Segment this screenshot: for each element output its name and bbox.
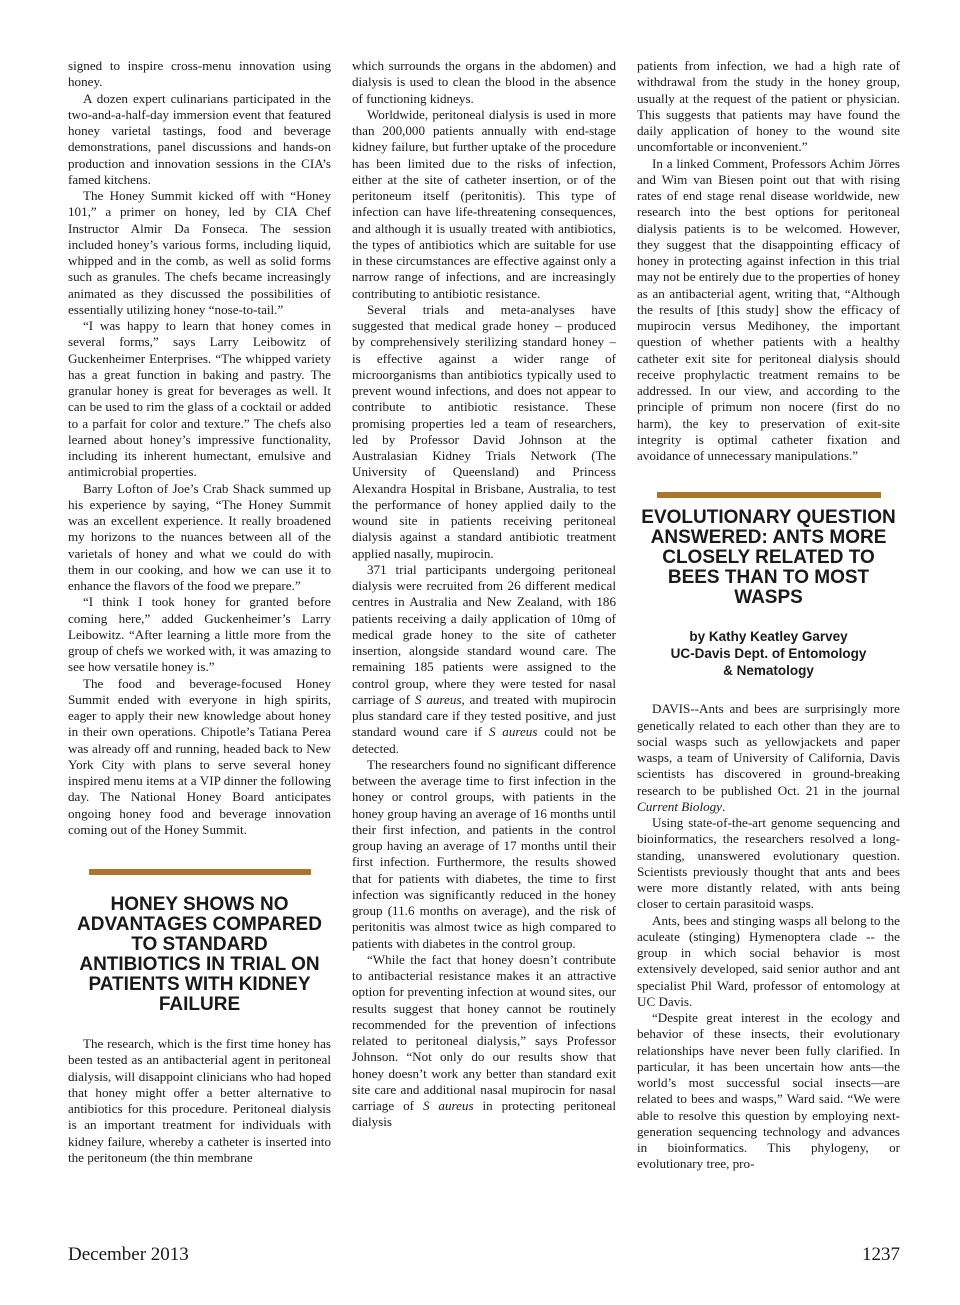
paragraph: “I was happy to learn that honey comes in several forms,” says Larry Leibowitz of Guckenheimer Enterprises. “The whipped variety has a great function in baking and pastry. The granular honey is great for beverages as well. It can be used to rim the glass of a cocktail or added to a parfait for color and texture.” The chefs also learned about honey’s impressive functionality, including its inherent humectant, emulsive and antimicrobial properties. (68, 318, 331, 480)
species-name: S aureus (422, 1098, 474, 1113)
journal-name: Current Biology (637, 798, 722, 814)
text: in protecting peritoneal dialysis (352, 1098, 616, 1130)
text: DAVIS--Ants and bees are surprisingly more genetically related to each other than they are to social wasps such as yellowjackets and paper wasps, a team of University of California, Davis scientists has discovered in ground-breaking research to be published Oct. 21 in the journal (637, 701, 900, 798)
text: . (721, 798, 726, 814)
article-headline: EVOLUTIONARY QUESTION ANSWERED: ANTS MORE CLOSELY RELATED TO BEES THAN TO MOST WASPS (641, 507, 896, 609)
paragraph: A dozen expert culinarians participated in the two-and-a-half-day immersion event that featured honey varietal tastings, food and beverage demonstrations, panel discussions and hands-on production and innovation sessions in the CIA’s famed kitchens. (68, 90, 331, 187)
paragraph: In a linked Comment, Professors Achim Jörres and Wim van Biesen point out that with rising rates of end stage renal disease worldwide, new research into the best options for peritoneal dialysis patients is to be welcomed. However, they suggest that the disappointing efficacy of honey in protecting against infection in this trial may not be entirely due to the properties of honey as an antibacterial agent, writing that, “Although the results of [this study] show the efficacy of mupirocin versus Medihoney, the important question of whether patients with a healthy catheter exit site for peritoneal dialysis should receive prophylactic treatment remains to be addressed. In our view, and according to the principle of primum non nocere (first do no harm), the key to preservation of exit-site integrity is optimal catheter fixation and avoidance of unnecessary manipulations.” (637, 155, 900, 463)
paragraph (637, 701, 900, 815)
paragraph: The research, which is the first time honey has been tested as an antibacterial agent in peritoneal dialysis, will disappoint clinicians who had hoped that honey might offer a better alternative to antibiotics for this procedure. Peritoneal dialysis is an important treatment for individuals with kidney failure, whereby a catheter is inserted into the peritoneum (the thin membrane (68, 1036, 331, 1165)
species-name: S aureus (488, 724, 538, 740)
paragraph: Using state-of-the-art genome sequencing and bioinformatics, the researchers resolved a long-standing, unanswered evolutionary question. Scientists previously thought that ants and bees were more distantly related, with ants being closer to certain parasitoid wasps. (637, 815, 900, 912)
column-3 (637, 58, 900, 1173)
paragraph (352, 952, 616, 1131)
paragraph: The Honey Summit kicked off with “Honey 101,” a primer on honey, led by CIA Chef Instructor Almir Da Fonseca. The session included honey’s various forms, including liquid, whipped and in the comb, as well as solid forms such as granules. The chefs became increasingly animated as they discussed the possibilities of essentially utilizing honey “nose-to-tail.” (68, 188, 331, 317)
paragraph: Worldwide, peritoneal dialysis is used in more than 200,000 patients annually with end-stage kidney failure, but further uptake of the procedure has been limited due to the risks of infection, either at the site of catheter insertion, or of the peritoneum itself (peritonitis). This type of infection can have life-threatening consequences, and although it is usually treated with antibiotics, the types of antibiotics which are suitable for use in these circumstances are effective against only a narrow range of infections, and are increasingly contributing to antibiotic resistance. (352, 106, 616, 301)
paragraph: “I think I took honey for granted before coming here,” added Guckenheimer’s Larry Leibowitz. “After learning a little more from the group of chefs we worked with, it was amazing to see how versatile honey is.” (68, 594, 331, 675)
paragraph: The researchers found no significant difference between the average time to first infection in the honey or control groups, with patients in the honey group having an average of 16 months until their first infection, and patients in the control group having an average of 17 months until their first infection. Furthermore, the results showed that for patients with diabetes, the time to first infection was significantly reduced in the honey group (11.6 months on average), and the risk of peritonitis was almost twice as high compared to patients with diabetes in the control group. (352, 756, 616, 951)
page-number: 1237 (862, 1244, 900, 1265)
byline-author: by Kathy Keatley Garvey (689, 629, 848, 645)
column-1 (68, 58, 331, 1166)
byline-affiliation: UC-Davis Dept. of Entomology (670, 646, 867, 662)
text: could not be detected. (352, 724, 616, 756)
text: , and treated with mupirocin plus standard care if they tested positive, and just standard wound care if (352, 691, 616, 740)
text: “While the fact that honey doesn’t contribute to antibacterial resistance makes it an attractive option for preventing infection at wound sites, our results suggest that honey cannot be routinely recommended for the prevention of infections related to peritoneal dialysis,” says Professor Johnson. “Not only do our results show that honey doesn’t work any better than standard exit site care and additional nasal mupirocin for nasal carriage of (352, 951, 616, 1113)
paragraph: Ants, bees and stinging wasps all belong to the aculeate (stinging) Hymenoptera clade -- the group in which social behavior is most extensively developed, said senior author and ant specialist Phil Ward, professor of entomology at UC Davis. (637, 912, 900, 1009)
section-divider (657, 492, 881, 498)
paragraph: signed to inspire cross-menu innovation using honey. (68, 58, 331, 90)
byline-affiliation: & Nematology (723, 663, 814, 679)
byline (637, 628, 900, 679)
paragraph: The food and beverage-focused Honey Summit ended with everyone in high spirits, eager to apply their new knowledge about honey in their own operations. Chipotle’s Tatiana Perea was already off and running, headed back to New York City with plans to serve several honey inspired menu items at a VIP dinner the following day. The National Honey Board anticipates ongoing honey food and beverage innovation coming out of the Honey Summit. (68, 675, 331, 837)
paragraph: Several trials and meta-analyses have suggested that medical grade honey – produced by comprehensively sterilizing standard honey – is effective against a wider range of microorganisms than antibiotics typically used to prevent wound infections, and does not appear to contribute to antibiotic resistance. These promising properties led a team of researchers, led by Professor David Johnson at the Australasian Kidney Trials Network (The University of Queensland) and Princess Alexandra Hospital in Brisbane, Australia, to test the performance of honey applied daily to the wound site in patients receiving peritoneal dialysis against a standard antibiotic treatment applied nasally, mupirocin. (352, 301, 616, 561)
paragraph (352, 562, 616, 757)
paragraph: patients from infection, we had a high rate of withdrawal from the study in the honey group, usually at the request of the patient or physician. This suggests that patients may have found the daily application of honey to the wound site uncomfortable or inconvenient.” (637, 58, 900, 155)
footer-date: December 2013 (68, 1244, 189, 1265)
text: 371 trial participants undergoing peritoneal dialysis were recruited from 26 different medical centres in Australia and New Zealand, with 186 patients receiving a daily application of 10mg of medical grade honey to the site of catheter insertion, alongside standard wound care. The remaining 185 patients were assigned to the control group, where they were tested for nasal carriage of (352, 561, 616, 707)
paragraph: Barry Lofton of Joe’s Crab Shack summed up his experience by saying, “The Honey Summit was an excellent experience. It really broadened my horizons to the nuances between all of the varietals of honey and what we could do with them in our cooking, and how we can use it to enhance the flavors of the food we prepare.” (68, 480, 331, 593)
section-divider (89, 869, 311, 875)
article-headline: HONEY SHOWS NO ADVANTAGES COMPARED TO STANDARD ANTIBIOTICS IN TRIAL ON PATIENTS WITH KIDNEY FAILURE (77, 894, 322, 1015)
paragraph: which surrounds the organs in the abdomen) and dialysis is used to clean the blood in the absence of functioning kidneys. (352, 58, 616, 106)
paragraph: “Despite great interest in the ecology and behavior of these insects, their evolutionary relationships have never been fully clarified. In particular, it has been uncertain how ants—the world’s most successful social insects—are related to bees and wasps,” Ward said. “We were able to resolve this question by employing next-generation sequencing technology and advances in bioinformatics. This phylogeny, or evolutionary tree, pro- (637, 1010, 900, 1172)
species-name: S aureus (414, 691, 462, 707)
column-2 (352, 58, 616, 1131)
